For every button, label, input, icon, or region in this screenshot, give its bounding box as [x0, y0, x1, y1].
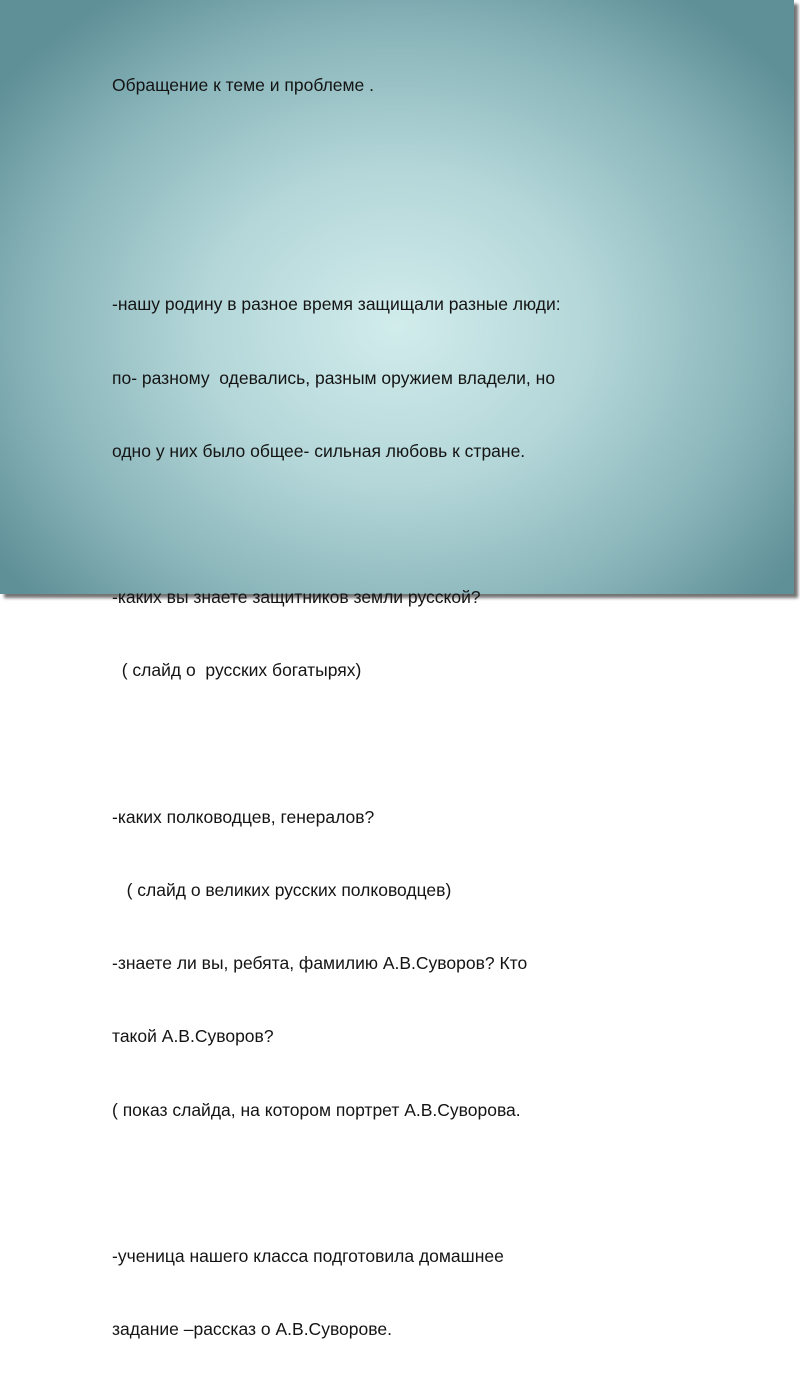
text-line: по- разному одевались, разным оружием владели, но	[112, 367, 556, 388]
text-line: -ученица нашего класса подготовила домашнее	[112, 1246, 504, 1267]
text-line: ( показ слайда, на котором портрет А.В.Суворова.	[112, 1099, 521, 1120]
text-line: ( слайд о великих русских полководцев)	[112, 880, 452, 901]
blank-line	[112, 1171, 752, 1195]
text-line: -нашу родину в разное время защищали разные люди:	[112, 294, 561, 315]
blank-line	[112, 146, 752, 170]
slide-heading: Обращение к теме и проблеме .	[112, 74, 375, 95]
text-line: такой А.В.Суворов?	[112, 1026, 274, 1047]
text-line: ( слайд о русских богатырях)	[112, 660, 362, 681]
blank-line	[112, 219, 752, 243]
text-line: -каких полководцев, генералов?	[112, 806, 375, 827]
text-line: задание –рассказ о А.В.Суворове.	[112, 1319, 392, 1340]
text-line: -каких вы знаете защитников земли русской?	[112, 587, 481, 608]
text-line: -знаете ли вы, ребята, фамилию А.В.Суворов? Кто	[112, 953, 528, 974]
text-line: одно у них было общее- сильная любовь к стране.	[112, 440, 526, 461]
blank-line	[112, 512, 752, 536]
slide-text-block	[112, 24, 752, 1390]
blank-line	[112, 732, 752, 756]
